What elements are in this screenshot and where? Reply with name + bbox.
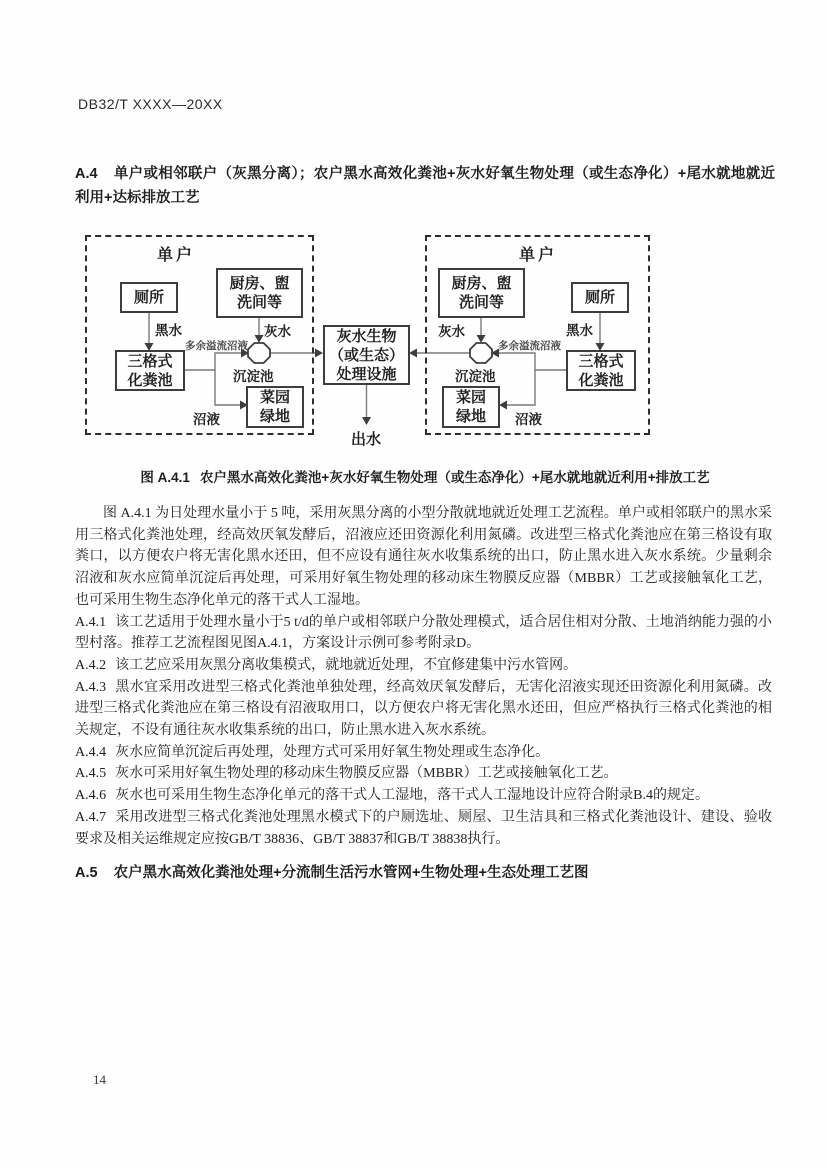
figure-caption-number: 图 A.4.1: [140, 470, 190, 485]
septic-tank-box-right: 三格式 化粪池: [566, 350, 636, 391]
overflow-slurry-label-left: 多余溢流沼液: [185, 340, 248, 352]
greywater-label-left: 灰水: [264, 324, 291, 339]
body-text: [75, 503, 772, 850]
arrowhead: [409, 349, 417, 358]
overflow-slurry-label-right: 多余溢流沼液: [498, 340, 561, 352]
household-unit-label-left: 单户: [157, 247, 196, 264]
clause-a4-1: A.4.1 该工艺适用于处理水量小于5 t/d的单户或相邻联户分散处理模式，适合居住相对分散、土地消纳能力强的小型村落。推荐工艺流程图见图A.4.1，方案设计示例可参考附录D。: [75, 614, 772, 652]
sedimentation-label-left: 沉淀池: [233, 369, 274, 384]
document-header: DB32/T XXXX—20XX: [78, 96, 223, 112]
blackwater-label-left: 黑水: [155, 323, 182, 338]
garden-box-left: 菜园 绿地: [246, 386, 304, 428]
greywater-treatment-box: 灰水生物 （或生态） 处理设施: [323, 325, 410, 385]
clause-a4-6: A.4.6 灰水也可采用生物生态净化单元的落干式人工湿地，落干式人工湿地设计应符合附录B.4的规定。: [75, 788, 709, 804]
clause-a4-5: A.4.5 灰水可采用好氧生物处理的移动床生物膜反应器（MBBR）工艺或接触氧化工艺。: [75, 766, 618, 782]
section-a5-heading: [75, 862, 775, 884]
section-a4-number: A.4: [75, 166, 98, 182]
clause-a4-3: A.4.3 黑水宜采用改进型三格式化粪池单独处理，经高效厌氧发酵后，无害化沼液实现还田资源化利用氮磷。改进型三格式化粪池应在第三格设有沼液取用口，以方便农户将无害化黑水还田，但应严格执行三格式化粪池的相关规定，不设有通往灰水收集系统的出口，防止黑水进入灰水系统。: [75, 679, 772, 739]
slurry-label-left: 沼液: [193, 412, 220, 427]
slurry-label-right: 沼液: [515, 412, 542, 427]
figure-caption: [63, 466, 787, 486]
septic-tank-box-left: 三格式 化粪池: [115, 350, 185, 391]
page-number: 14: [93, 1072, 106, 1087]
paragraph-intro: 图 A.4.1 为日处理水量小于 5 吨，采用灰黑分离的小型分散就地就近处理工艺流程。单户或相邻联户的黑水采用三格式化粪池处理，经高效厌氧发酵后，沼液应还田资源化利用氮磷。改进型三格式化粪池应在第三格设有取粪口，以方便农户将无害化黑水还田，但不应设有通往灰水收集系统的出口，防止黑水进入灰水系统。少量剩余沼液和灰水应简单沉淀后再处理，可采用好氧生物处理的移动床生物膜反应器（MBBR）工艺或接触氧化工艺，也可采用生物生态净化单元的落干式人工湿地。: [75, 506, 772, 608]
arrowhead: [362, 417, 371, 425]
clause-a4-2: A.4.2 该工艺应采用灰黑分离收集模式，就地就近处理，不宜修建集中污水管网。: [75, 657, 578, 673]
section-a4-title: 单户或相邻联户（灰黑分离）；农户黑水高效化粪池+灰水好氧生物处理（或生态净化）+尾水就地就近利用+达标排放工艺: [75, 166, 775, 206]
clause-a4-7: A.4.7 采用改进型三格式化粪池处理黑水模式下的户厕选址、厕屋、卫生洁具和三格式化粪池设计、建设、验收要求及相关运维规定应按GB/T 38836、GB/T 38837和GB/T 38838执行。: [75, 809, 772, 847]
toilet-box-left: 厕所: [120, 282, 178, 313]
arrowhead: [315, 349, 323, 358]
effluent-label: 出水: [351, 431, 382, 448]
clause-a4-4: A.4.4 灰水应简单沉淀后再处理，处理方式可采用好氧生物处理或生态净化。: [75, 744, 550, 760]
sedimentation-label-right: 沉淀池: [455, 369, 496, 384]
household-unit-label-right: 单户: [519, 247, 558, 264]
greywater-label-right: 灰水: [438, 324, 465, 339]
garden-box-right: 菜园 绿地: [442, 386, 500, 428]
toilet-box-right: 厕所: [571, 282, 629, 313]
process-flow-diagram: [85, 232, 650, 447]
kitchen-box-right: 厨房、盥 洗间等: [438, 268, 525, 318]
section-a4-heading: [75, 162, 775, 210]
section-a5-title: 农户黑水高效化粪池处理+分流制生活污水管网+生物处理+生态处理工艺图: [113, 865, 589, 881]
figure-caption-title: 农户黑水高效化粪池+灰水好氧生物处理（或生态净化）+尾水就地就近利用+排放工艺: [199, 470, 710, 485]
blackwater-label-right: 黑水: [566, 323, 593, 338]
kitchen-box-left: 厨房、盥 洗间等: [216, 268, 303, 318]
section-a5-number: A.5: [75, 865, 98, 881]
